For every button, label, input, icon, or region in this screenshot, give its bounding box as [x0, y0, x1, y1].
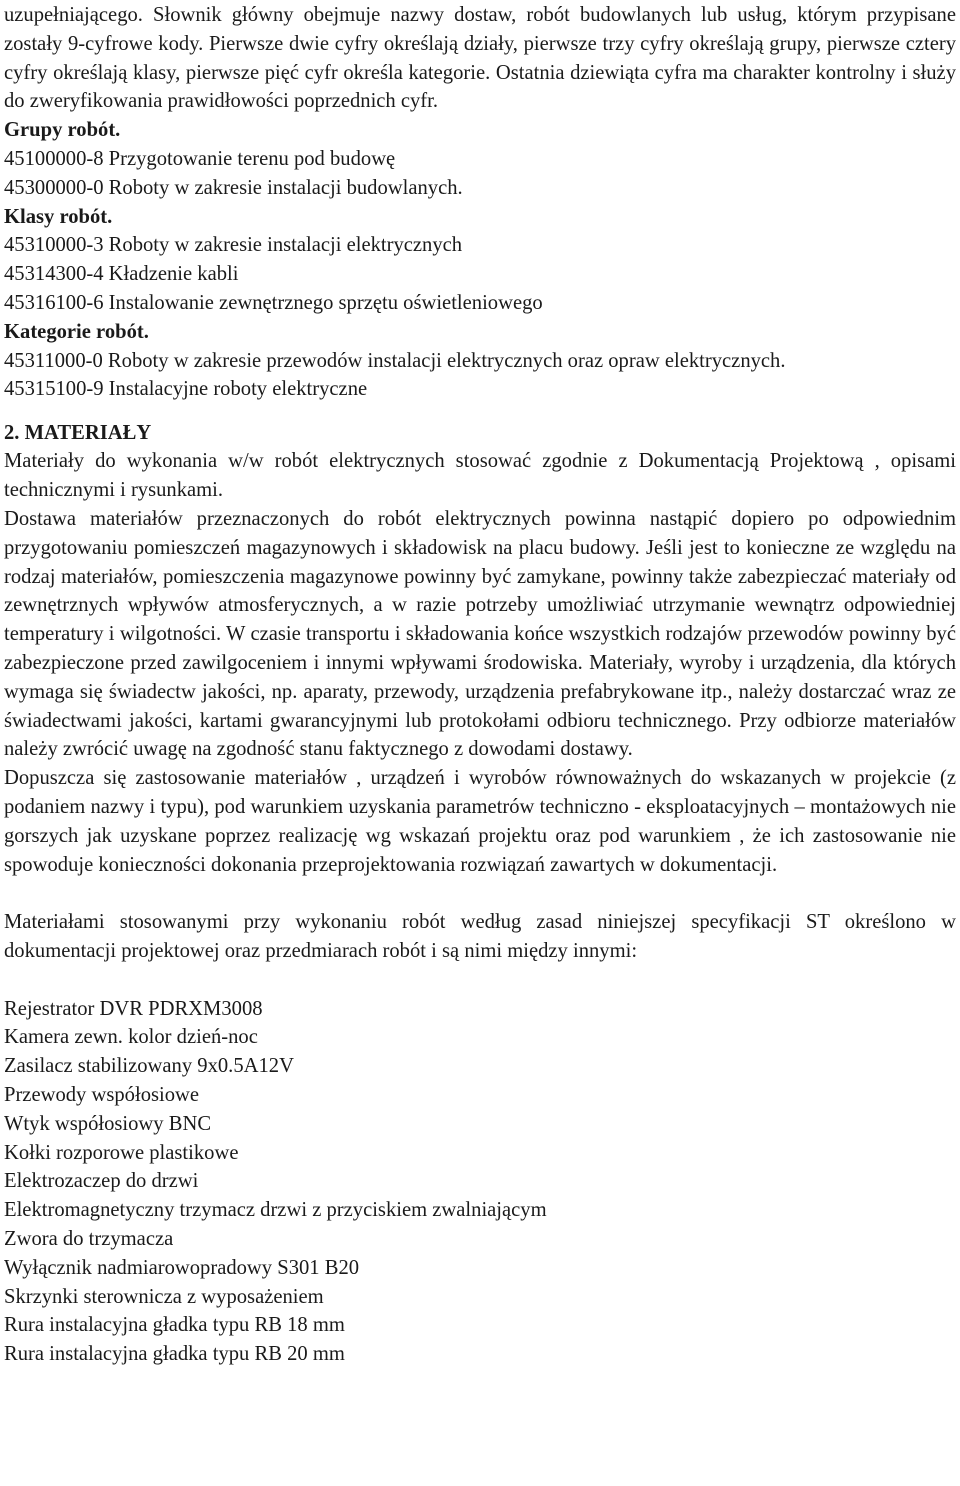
materials-list-item: Skrzynki sterownicza z wyposażeniem	[4, 1285, 324, 1308]
class-item: 45316100-6 Instalowanie zewnętrznego sprzętu oświetleniowego	[4, 291, 543, 314]
materials-list-item: Elektromagnetyczny trzymacz drzwi z przyciskiem zwalniającym	[4, 1199, 547, 1222]
materials-list-item: Zasilacz stabilizowany 9x0.5A12V	[4, 1055, 294, 1078]
materials-list-item: Kamera zewn. kolor dzień-noc	[4, 1026, 258, 1049]
materials-paragraph: Dopuszcza się zastosowanie materiałów , urządzeń i wyrobów równoważnych do wskazanych w projekcie (z podaniem nazwy i typu), pod warunkiem uzyskania parametrów techniczno - eksploatacyjnych – montażowych nie gorszych jak uzyskane poprzez realizację wg wskazań projektu oraz pod warunkiem , że ich zastosowanie nie spowoduje konieczności dokonania przeprojektowania rozwiązań zawartych w dokumentacji.	[4, 767, 956, 876]
category-item: 45311000-0 Roboty w zakresie przewodów instalacji elektrycznych oraz opraw elektrycznych.	[4, 349, 786, 372]
class-item: 45314300-4 Kładzenie kabli	[4, 263, 239, 286]
materials-list-item: Kołki rozporowe plastikowe	[4, 1141, 239, 1164]
groups-heading: Grupy robót.	[4, 119, 121, 142]
group-item: 45300000-0 Roboty w zakresie instalacji budowlanych.	[4, 176, 463, 199]
materials-list-item: Rura instalacyjna gładka typu RB 18 mm	[4, 1314, 345, 1337]
materials-list	[4, 995, 956, 1369]
classes-heading: Klasy robót.	[4, 205, 113, 228]
materials-list-item: Rura instalacyjna gładka typu RB 20 mm	[4, 1343, 345, 1366]
materials-list-item: Wtyk współosiowy BNC	[4, 1112, 212, 1135]
materials-list-item: Elektrozaczep do drzwi	[4, 1170, 199, 1193]
materials-heading: 2. MATERIAŁY	[4, 421, 152, 444]
intro-paragraph: uzupełniającego. Słownik główny obejmuje nazwy dostaw, robót budowlanych lub usług, którym przypisane zostały 9-cyfrowe kody. Pierwsze dwie cyfry określają działy, pierwsze trzy cyfry określają grupy, pierwsze cztery cyfry określają klasy, pierwsze pięć cyfr określa kategorie. Ostatnia dziewiąta cyfra ma charakter kontrolny i służy do zweryfikowania prawidłowości poprzednich cyfr.	[4, 4, 956, 113]
materials-list-item: Wyłącznik nadmiarowopradowy S301 B20	[4, 1256, 360, 1279]
spacer	[4, 879, 956, 908]
materials-list-item: Rejestrator DVR PDRXM3008	[4, 997, 263, 1020]
class-item: 45310000-3 Roboty w zakresie instalacji elektrycznych	[4, 234, 463, 257]
category-item: 45315100-9 Instalacyjne roboty elektryczne	[4, 378, 368, 401]
group-item: 45100000-8 Przygotowanie terenu pod budowę	[4, 147, 396, 170]
spacer	[4, 404, 956, 419]
materials-list-item: Przewody współosiowe	[4, 1083, 200, 1106]
spacer	[4, 966, 956, 995]
materials-list-item: Zwora do trzymacza	[4, 1227, 174, 1250]
materials-paragraph: Dostawa materiałów przeznaczonych do robót elektrycznych powinna nastąpić dopiero po odpowiednim przygotowaniu pomieszczeń magazynowych i składowisk na placu budowy. Jeśli jest to konieczne ze względu na rodzaj materiałów, pomieszczenia magazynowe powinny być zamykane, powinny także zabezpieczać materiały od zewnętrznych wpływów atmosferycznych, a w razie potrzeby umożliwiać utrzymanie wewnątrz odpowiedniej temperatury i wilgotności. W czasie transportu i składowania końce wszystkich rodzajów przewodów powinny być zabezpieczone przed zawilgoceniem i innymi wpływami środowiska. Materiały, wyroby i urządzenia, dla których wymaga się świadectw jakości, np. aparaty, przewody, urządzenia prefabrykowane itp., należy dostarczać wraz ze świadectwami jakości, kartami gwarancyjnymi lub protokołami odbioru technicznego. Przy odbiorze materiałów należy zwrócić uwagę na zgodność stanu faktycznego z dowodami dostawy.	[4, 508, 956, 761]
categories-heading: Kategorie robót.	[4, 320, 149, 343]
spec-paragraph: Materiałami stosowanymi przy wykonaniu robót według zasad niniejszej specyfikacji ST określono w dokumentacji projektowej oraz przedmiarach robót i są nimi między innymi:	[4, 911, 956, 962]
materials-paragraph: Materiały do wykonania w/w robót elektrycznych stosować zgodnie z Dokumentacją Projektową , opisami technicznymi i rysunkami.	[4, 450, 956, 502]
